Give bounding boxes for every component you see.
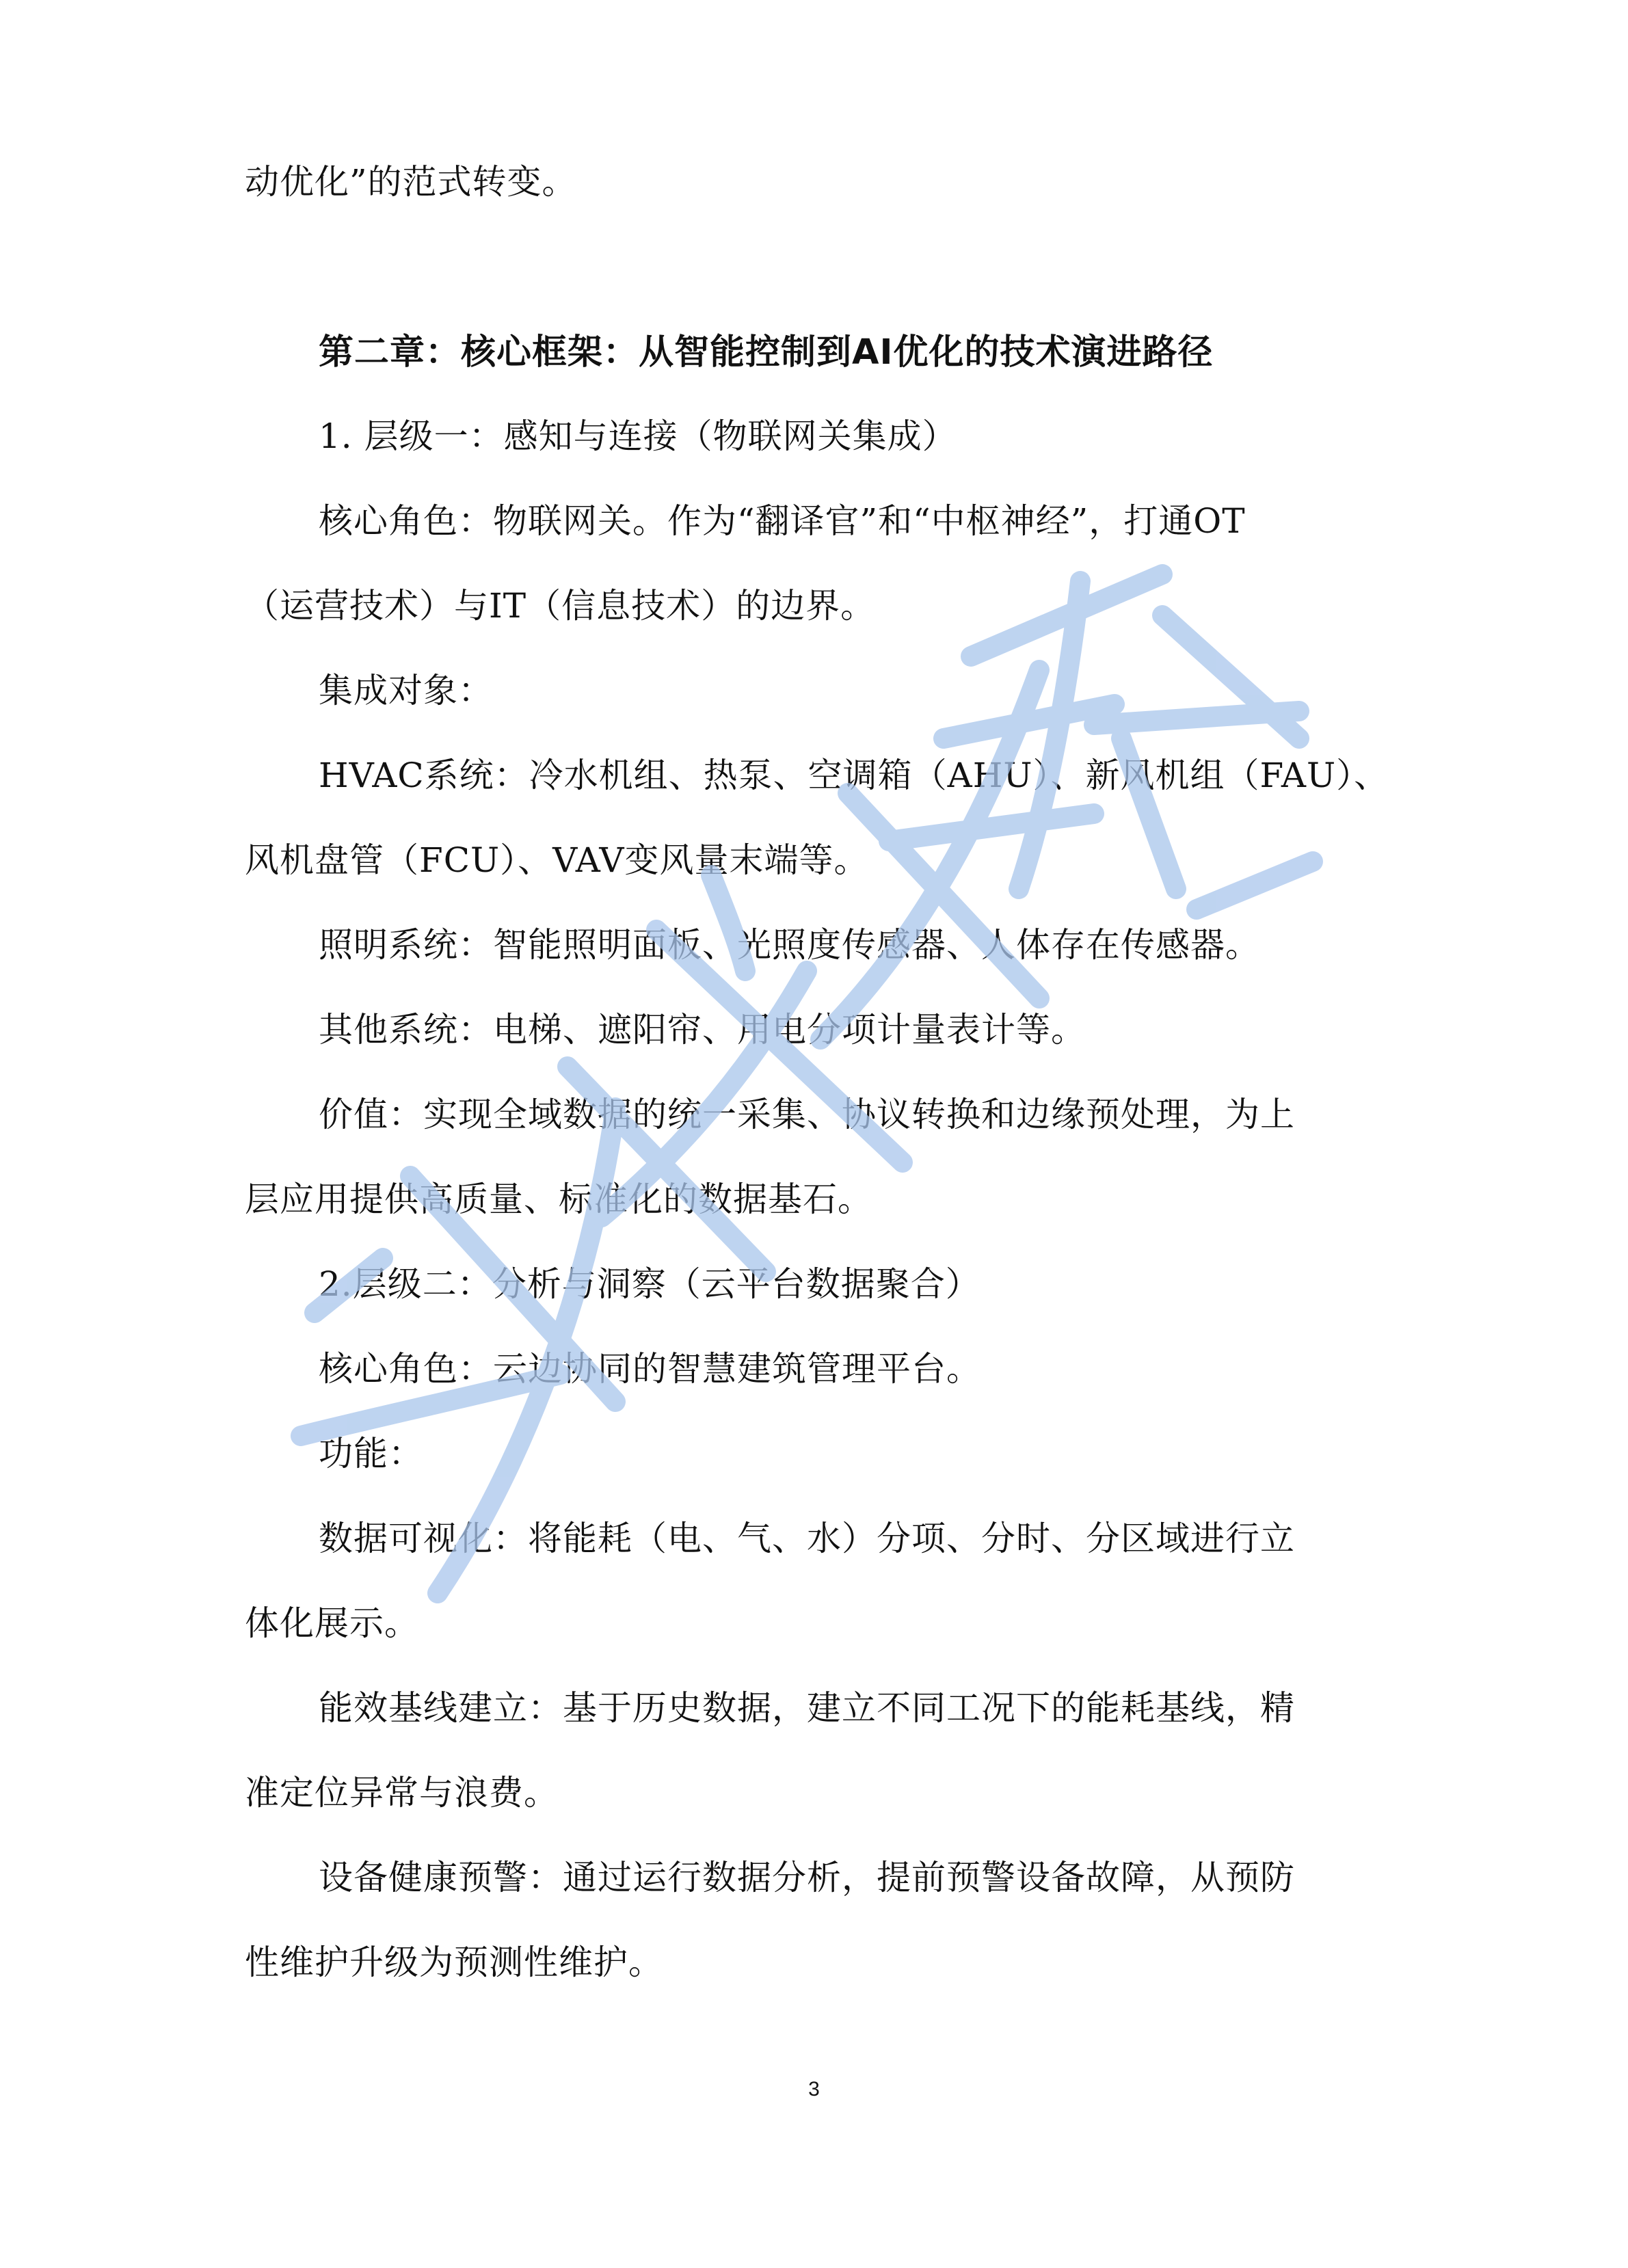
paragraph-line: 核心角色：云边协同的智慧建筑管理平台。 (319, 1349, 981, 1389)
paragraph-line: （运营技术）与IT（信息技术）的边界。 (245, 586, 876, 626)
section-heading-level-2: 2.层级二：分析与洞察（云平台数据聚合） (319, 1264, 980, 1304)
paragraph-line: 准定位异常与浪费。 (245, 1773, 559, 1813)
paragraph-line: 能效基线建立：基于历史数据，建立不同工况下的能耗基线，精 (319, 1688, 1295, 1728)
section-heading-level-1: 1. 层级一：感知与连接（物联网关集成） (319, 416, 957, 456)
paragraph-line: HVAC系统：冷水机组、热泵、空调箱（AHU）、新风机组（FAU）、 (319, 756, 1389, 795)
paragraph-line: 性维护升级为预测性维护。 (245, 1943, 663, 1982)
paragraph-line: 照明系统：智能照明面板、光照度传感器、人体存在传感器。 (319, 925, 1260, 965)
paragraph-line-continuation: 动优化”的范式转变。 (245, 162, 577, 202)
paragraph-line: 数据可视化：将能耗（电、气、水）分项、分时、分区域进行立 (319, 1519, 1295, 1558)
paragraph-line: 核心角色：物联网关。作为“翻译官”和“中枢神经”，打通OT (319, 501, 1246, 541)
page-number: 3 (808, 2078, 820, 2100)
paragraph-line: 设备健康预警：通过运行数据分析，提前预警设备故障，从预防 (319, 1858, 1295, 1897)
paragraph-line: 其他系统：电梯、遮阳帘、用电分项计量表计等。 (319, 1010, 1086, 1050)
paragraph-line: 层应用提供高质量、标准化的数据基石。 (245, 1179, 872, 1219)
paragraph-line: 价值：实现全域数据的统一采集、协议转换和边缘预处理，为上 (319, 1095, 1295, 1134)
paragraph-line: 风机盘管（FCU）、VAV变风量末端等。 (245, 840, 869, 880)
paragraph-line: 体化展示。 (245, 1603, 419, 1643)
chapter-heading: 第二章：核心框架：从智能控制到AI优化的技术演进路径 (319, 332, 1214, 373)
paragraph-line: 功能： (319, 1434, 423, 1473)
paragraph-line: 集成对象： (319, 671, 493, 710)
